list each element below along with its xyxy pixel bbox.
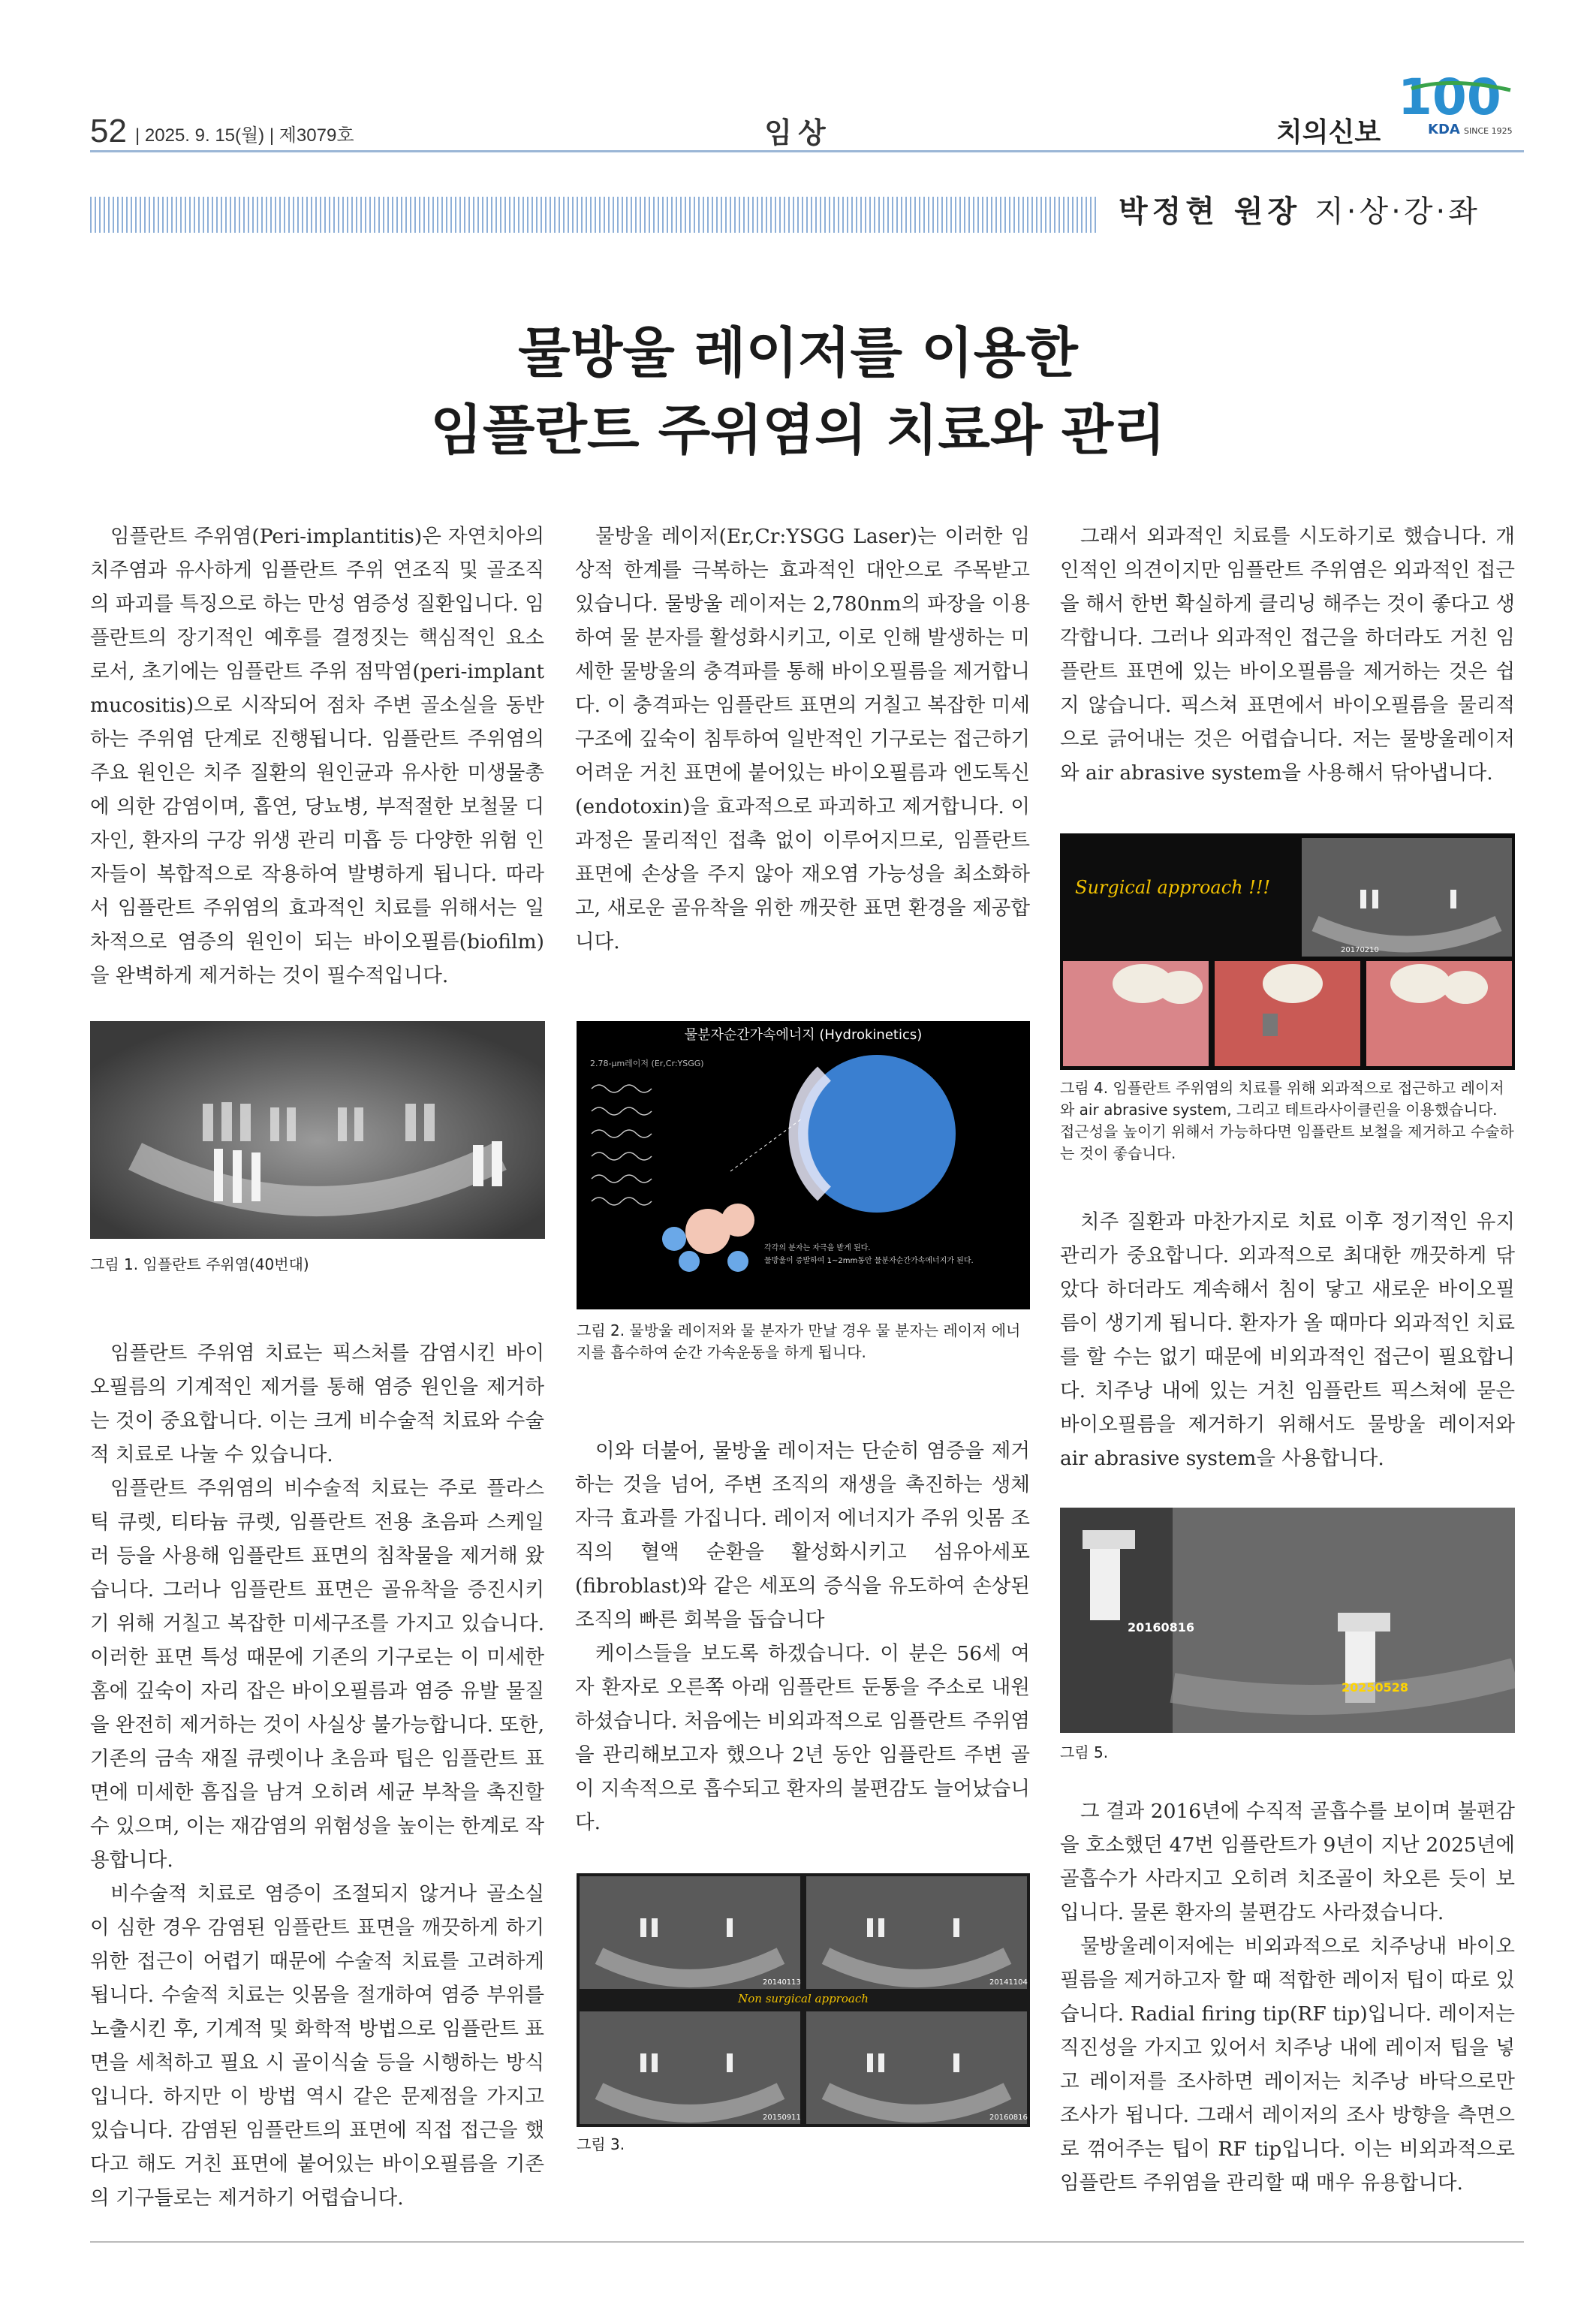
kda-100-logo — [1398, 68, 1525, 143]
series-name: 지·상·강·좌 — [1314, 194, 1480, 229]
fig3-date-4: 20160816 — [989, 2114, 1028, 2122]
fig3-date-2: 20141104 — [989, 1978, 1028, 1987]
fig4-title: Surgical approach !!! — [1075, 877, 1271, 898]
col3-para2: 치주 질환과 마찬가지로 치료 이후 정기적인 유지관리가 중요합니다. 외과적으로 최대한 깨끗하게 닦았다 하더라도 계속해서 침이 닿고 새로운 바이오필름이 생기게 됩니다. 환자가 올 때마다 외과적인 치료를 할 수는 없기 때문에 비외과적인 접근이 필요합니다. 치주낭 내에 있는 거친 임플란트 픽스쳐에 묻은 바이오필름을 제거하기 위해서도 물방울 레이저와 air abrasive system을 사용합니다. — [1060, 1210, 1515, 1470]
fig1-caption: 그림 1. 임플란트 주위염(40번대) — [90, 1255, 309, 1273]
col3-body: 그 결과 2016년에 수직적 골흡수를 보이며 불편감을 호소했던 47번 임플란트가 9년이 지난 2025년에 골흡수가 사라지고 오히려 치조골이 차오른 듯이 보입니다. 물론 환자의 불편감도 사라졌습니다. 물방울레이저에는 비외과적으로 치주낭내 바이오필름을 제거하고자 할 때 적합한 레이저 팁이 따로 있습니다. Radial firing tip(RF tip)입니다. 레이저는 직진성을 가지고 있어서 치주낭 내에 레이저 팁을 넣고 레이저를 조사하면 레이저는 치주낭 바닥으로만 조사가 됩니다. 그래서 레이저의 조사 방향을 측면으로 꺾어주는 팁이 RF tip입니다. 이는 비외과적으로 임플란트 주위염을 관리할 때 매우 유용합니다. — [1060, 1800, 1515, 2195]
fig2-title: 물분자순간가속에너지 (Hydrokinetics) — [684, 1027, 923, 1043]
logo-brand: KDA — [1428, 122, 1460, 137]
fig5-xray-comparison — [1060, 1508, 1515, 1733]
col3-para1: 그래서 외과적인 치료를 시도하기로 했습니다. 개인적인 의견이지만 임플란트 주위염은 외과적인 접근을 해서 한번 확실하게 클리닝 해주는 것이 좋다고 생각합니다. 그러나 외과적인 접근을 하더라도 거친 임플란트 표면에 있는 바이오필름을 제거하는 것은 쉽지 않습니다. 픽스쳐 표면에서 바이오필름을 물리적으로 긁어내는 것은 어렵습니다. 저는 물방울레이저와 air abrasive system을 사용해서 닦아냅니다. — [1060, 525, 1515, 785]
author-name: 박정현 원장 — [1119, 194, 1302, 229]
col2-para1: 물방울 레이저(Er,Cr:YSGG Laser)는 이러한 임상적 한계를 극복하는 효과적인 대안으로 주목받고 있습니다. 물방울 레이저는 2,780nm의 파장을 이용하여 물 분자를 활성화시키고, 이로 인해 발생하는 미세한 물방울의 충격파를 통해 바이오필름을 제거합니다. 이 충격파는 임플란트 표면의 거칠고 복잡한 미세구조에 깊숙이 침투하여 일반적인 기구로는 접근하기 어려운 거친 표면에 붙어있는 바이오필름과 엔도톡신(endotoxin)을 효과적으로 파괴하고 제거합니다. 이 과정은 물리적인 접촉 없이 이루어지므로, 임플란트 표면에 손상을 주지 않아 재오염 가능성을 최소화하고, 새로운 골유착을 위한 깨끗한 표면 환경을 제공합니다. — [575, 525, 1030, 954]
fig3-date-1: 20140113 — [763, 1978, 801, 1987]
fig5-caption: 그림 5. — [1060, 1743, 1109, 1761]
decorative-stripe — [90, 197, 1096, 233]
newspaper-name: 치의신보 — [1276, 117, 1381, 148]
fig3-label: Non surgical approach — [738, 1992, 869, 2005]
fig5-date-2: 20250528 — [1342, 1680, 1409, 1695]
fig2-note1: 각각의 분자는 자극을 받게 된다. — [764, 1244, 871, 1252]
footer-rule — [90, 2241, 1524, 2243]
byline — [1119, 188, 1480, 230]
fig2-note2: 물방울이 증발하여 1~2mm동안 물분자순간가속에너지가 된다. — [764, 1257, 974, 1265]
fig3-date-3: 20150911 — [763, 2114, 801, 2122]
fig5-date-1: 20160816 — [1128, 1620, 1195, 1635]
page-number: 52 — [90, 113, 127, 149]
fig2-hydrokinetics-diagram — [577, 1021, 1030, 1309]
fig4-clinical-photos — [1063, 961, 1512, 1066]
fig4-surgical-photos — [1060, 833, 1515, 1070]
logo-since: SINCE 1925 — [1464, 126, 1513, 136]
fig1-panoramic-xray — [90, 1021, 545, 1239]
fig2-molecule — [662, 1204, 754, 1272]
logo-number: 100 — [1398, 68, 1501, 126]
col1-para1: 임플란트 주위염(Peri-implantitis)은 자연치아의 치주염과 유사하게 임플란트 주위 연조직 및 골조직의 파괴를 특징으로 하는 만성 염증성 질환입니다. 임플란트의 장기적인 예후를 결정짓는 핵심적인 요소로서, 초기에는 임플란트 주위 점막염(peri-implant mucositis)으로 시작되어 점차 주변 골소실을 동반하는 주위염 단계로 진행됩니다. 임플란트 주위염의 주요 원인은 치주 질환의 원인균과 유사한 미생물총에 의한 감염이며, 흡연, 당뇨병, 부적절한 보철물 디자인, 환자의 구강 위생 관리 미흡 등 다양한 위험 인자들이 복합적으로 작용하여 발병하게 됩니다. 따라서 임플란트 주위염의 효과적인 치료를 위해서는 일차적으로 염증의 원인이 되는 바이오필름(biofilm)을 완벽하게 제거하는 것이 필수적입니다. — [90, 525, 544, 987]
section-title: 임상 — [764, 116, 832, 149]
issue-info: | 2025. 9. 15(월) | 제3079호 — [135, 125, 354, 146]
fig4-caption: 그림 4. 임플란트 주위염의 치료를 위해 외과적으로 접근하고 레이저와 air abrasive system, 그리고 테트라사이클린을 이용했습니다. 접근성을 높이기 위해서 가능하다면 임플란트 보철을 제거하고 수술하는 것이 좋습니다. — [1060, 1079, 1514, 1162]
fig4-date: 20170210 — [1341, 946, 1379, 954]
fig2-laser-label: 2.78-μm레이저 (Er,Cr:YSGG) — [590, 1059, 704, 1068]
headline-line1: 물방울 레이저를 이용한 — [518, 321, 1078, 384]
col1-body: 임플란트 주위염 치료는 픽스처를 감염시킨 바이오필름의 기계적인 제거를 통해 염증 원인을 제거하는 것이 중요합니다. 이는 크게 비수술적 치료와 수술적 치료로 나눌 수 있습니다. 임플란트 주위염의 비수술적 치료는 주로 플라스틱 큐렛, 티타늄 큐렛, 임플란트 전용 초음파 스케일러 등을 사용해 임플란트 표면의 침착물을 제거해 왔습니다. 그러나 임플란트 표면은 골유착을 증진시키기 위해 거칠고 복잡한 미세구조를 가지고 있습니다. 이러한 표면 특성 때문에 기존의 기구로는 이 미세한 홈에 깊숙이 자리 잡은 바이오필름과 염증 유발 물질을 완전히 제거하는 것이 사실상 불가능합니다. 또한, 기존의 금속 재질 큐렛이나 초음파 팁은 임플란트 표면에 미세한 흠집을 남겨 오히려 세균 부착을 촉진할 수 있으며, 이는 재감염의 위험성을 높이는 한계로 작용합니다. 비수술적 치료로 염증이 조절되지 않거나 골소실이 심한 경우 감염된 임플란트 표면을 깨끗하게 하기 위한 접근이 어렵기 때문에 수술적 치료를 고려하게 됩니다. 수술적 치료는 잇몸을 절개하여 염증 부위를 노출시킨 후, 기계적 및 화학적 방법으로 임플란트 표면을 세척하고 필요 시 골이식술 등을 시행하는 방식입니다. 하지만 이 방법 역시 같은 문제점을 가지고 있습니다. 감염된 임플란트의 표면에 직접 접근을 했다고 해도 거친 표면에 붙어있는 바이오필름을 기존의 기구들로는 제거하기 어렵습니다. — [90, 1342, 544, 2210]
headline-line2: 임플란트 주위염의 치료와 관리 — [430, 399, 1166, 462]
col2-body: 이와 더불어, 물방울 레이저는 단순히 염증을 제거하는 것을 넘어, 주변 조직의 재생을 촉진하는 생체 자극 효과를 가집니다. 레이저 에너지가 주위 잇몸 조직의 혈액 순환을 활성화시키고 섬유아세포(fibroblast)와 같은 세포의 증식을 유도하여 손상된 조직의 빠른 회복을 돕습니다 케이스들을 보도록 하겠습니다. 이 분은 56세 여자 환자로 오른쪽 아래 임플란트 둔통을 주소로 내원하셨습니다. 처음에는 비외과적으로 임플란트 주위염을 관리해보고자 했으나 2년 동안 임플란트 주변 골이 지속적으로 흡수되고 환자의 불편감도 늘어났습니다. — [575, 1439, 1030, 1834]
header-rule — [90, 150, 1524, 152]
fig3-caption: 그림 3. — [577, 2135, 625, 2153]
fig3-xray-series — [577, 1873, 1030, 2127]
fig2-caption: 그림 2. 물방울 레이저와 물 분자가 만날 경우 물 분자는 레이저 에너지를 흡수하여 순간 가속운동을 하게 됩니다. — [577, 1321, 1021, 1361]
